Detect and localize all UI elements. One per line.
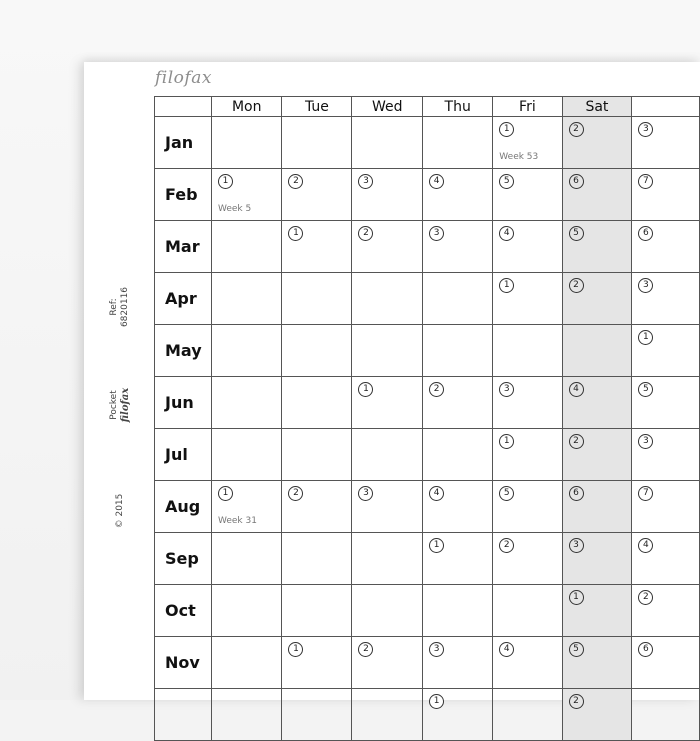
day-cell[interactable] (282, 377, 352, 429)
day-cell[interactable] (632, 117, 700, 169)
day-cell[interactable] (352, 273, 423, 325)
col-mon: Mon (211, 97, 282, 117)
grid-body (155, 117, 700, 741)
month-label: Aug (155, 481, 212, 533)
week-number: Week 5 (217, 204, 252, 214)
date-number: 3 (638, 434, 653, 449)
date-number: 2 (429, 382, 444, 397)
date-number: 4 (499, 226, 514, 241)
day-cell[interactable] (632, 637, 700, 689)
date-number: 6 (569, 174, 584, 189)
day-cell[interactable] (282, 169, 352, 221)
day-cell[interactable] (562, 637, 632, 689)
day-cell[interactable] (423, 429, 493, 481)
day-cell[interactable] (632, 689, 700, 741)
col-tue: Tue (282, 97, 352, 117)
date-number: 2 (288, 174, 303, 189)
month-label (155, 689, 212, 741)
date-number: 2 (358, 226, 373, 241)
date-number: 3 (429, 642, 444, 657)
date-number: 7 (638, 486, 653, 501)
week-number: Week 31 (217, 516, 257, 526)
day-cell[interactable] (493, 429, 562, 481)
day-cell[interactable] (211, 481, 282, 533)
date-number: 2 (358, 642, 373, 657)
day-cell[interactable] (211, 377, 282, 429)
day-cell[interactable] (423, 585, 493, 637)
day-cell[interactable] (211, 169, 282, 221)
day-cell[interactable] (423, 273, 493, 325)
day-cell[interactable] (282, 585, 352, 637)
day-cell[interactable] (352, 429, 423, 481)
day-cell[interactable] (423, 377, 493, 429)
month-label: Apr (155, 273, 212, 325)
date-number: 2 (569, 278, 584, 293)
date-number: 1 (218, 486, 233, 501)
date-number: 1 (499, 434, 514, 449)
date-number: 5 (499, 174, 514, 189)
day-cell[interactable] (493, 117, 562, 169)
day-cell[interactable] (423, 533, 493, 585)
date-number: 1 (429, 694, 444, 709)
date-number: 7 (638, 174, 653, 189)
month-label: Sep (155, 533, 212, 585)
day-cell[interactable] (562, 221, 632, 273)
day-cell[interactable] (562, 481, 632, 533)
date-number: 2 (288, 486, 303, 501)
header-row (155, 97, 700, 117)
day-cell[interactable] (211, 533, 282, 585)
date-number: 3 (429, 226, 444, 241)
day-cell[interactable] (211, 273, 282, 325)
month-row (155, 481, 700, 533)
day-cell[interactable] (493, 377, 562, 429)
date-number: 3 (569, 538, 584, 553)
reference-number (109, 267, 131, 347)
ref-label: Ref: (109, 298, 119, 316)
date-number: 1 (638, 330, 653, 345)
date-number: 2 (638, 590, 653, 605)
day-cell[interactable] (211, 585, 282, 637)
month-label: May (155, 325, 212, 377)
day-cell[interactable] (423, 689, 493, 741)
day-cell[interactable] (423, 221, 493, 273)
day-cell[interactable] (493, 221, 562, 273)
day-cell[interactable] (352, 169, 423, 221)
week-number: Week 53 (499, 152, 539, 162)
day-cell[interactable] (352, 637, 423, 689)
day-cell[interactable] (632, 429, 700, 481)
date-number: 4 (638, 538, 653, 553)
day-cell[interactable] (632, 533, 700, 585)
day-cell[interactable] (211, 221, 282, 273)
month-label: Mar (155, 221, 212, 273)
year-planner-grid (154, 96, 700, 741)
date-number: 4 (429, 486, 444, 501)
day-cell[interactable] (632, 585, 700, 637)
month-row (155, 689, 700, 741)
month-label: Jul (155, 429, 212, 481)
col-sun (632, 97, 700, 117)
month-row (155, 585, 700, 637)
day-cell[interactable] (562, 117, 632, 169)
date-number: 6 (638, 642, 653, 657)
day-cell[interactable] (423, 117, 493, 169)
side-brand (109, 365, 131, 445)
day-cell[interactable] (493, 585, 562, 637)
day-cell[interactable] (282, 325, 352, 377)
date-number: 1 (499, 278, 514, 293)
month-label: Feb (155, 169, 212, 221)
month-label: Jun (155, 377, 212, 429)
day-cell[interactable] (352, 221, 423, 273)
date-number: 1 (288, 226, 303, 241)
day-cell[interactable] (562, 169, 632, 221)
day-cell[interactable] (282, 117, 352, 169)
date-number: 5 (638, 382, 653, 397)
date-number: 1 (218, 174, 233, 189)
date-number: 5 (569, 642, 584, 657)
date-number: 6 (569, 486, 584, 501)
day-cell[interactable] (632, 377, 700, 429)
day-cell[interactable] (632, 221, 700, 273)
day-cell[interactable] (352, 325, 423, 377)
month-row (155, 169, 700, 221)
col-fri: Fri (493, 97, 562, 117)
date-number: 1 (569, 590, 584, 605)
day-cell[interactable] (562, 377, 632, 429)
day-cell[interactable] (562, 533, 632, 585)
day-cell[interactable] (493, 637, 562, 689)
side-logo: filofax (120, 387, 131, 423)
col-sat: Sat (562, 97, 632, 117)
date-number: 6 (638, 226, 653, 241)
month-row (155, 325, 700, 377)
month-label: Oct (155, 585, 212, 637)
day-cell[interactable] (211, 117, 282, 169)
day-cell[interactable] (211, 429, 282, 481)
day-cell[interactable] (493, 325, 562, 377)
month-label: Nov (155, 637, 212, 689)
day-cell[interactable] (493, 481, 562, 533)
day-cell[interactable] (423, 481, 493, 533)
month-row (155, 377, 700, 429)
size-label: Pocket (109, 390, 119, 420)
day-cell[interactable] (562, 689, 632, 741)
date-number: 1 (429, 538, 444, 553)
day-cell[interactable] (282, 637, 352, 689)
col-thu: Thu (423, 97, 493, 117)
date-number: 1 (288, 642, 303, 657)
day-cell[interactable] (282, 689, 352, 741)
month-label: Jan (155, 117, 212, 169)
col-wed: Wed (352, 97, 423, 117)
day-cell[interactable] (632, 169, 700, 221)
date-number: 2 (569, 694, 584, 709)
date-number: 3 (499, 382, 514, 397)
date-number: 3 (638, 278, 653, 293)
date-number: 5 (569, 226, 584, 241)
date-number: 3 (638, 122, 653, 137)
date-number: 2 (499, 538, 514, 553)
day-cell[interactable] (211, 689, 282, 741)
day-cell[interactable] (211, 637, 282, 689)
date-number: 4 (569, 382, 584, 397)
month-row (155, 429, 700, 481)
day-cell[interactable] (493, 169, 562, 221)
day-cell[interactable] (493, 689, 562, 741)
month-row (155, 221, 700, 273)
day-cell[interactable] (282, 273, 352, 325)
day-cell[interactable] (352, 377, 423, 429)
day-cell[interactable] (562, 273, 632, 325)
day-cell[interactable] (352, 533, 423, 585)
filofax-logo: filofax (155, 68, 212, 88)
ref-number: 6820116 (120, 286, 130, 328)
date-number: 5 (499, 486, 514, 501)
day-cell[interactable] (423, 637, 493, 689)
day-cell[interactable] (632, 481, 700, 533)
date-number: 1 (358, 382, 373, 397)
day-cell[interactable] (423, 325, 493, 377)
day-cell[interactable] (352, 689, 423, 741)
day-cell[interactable] (282, 481, 352, 533)
day-cell[interactable] (562, 585, 632, 637)
copyright: © 2015 (115, 493, 125, 529)
month-row (155, 273, 700, 325)
day-cell[interactable] (352, 481, 423, 533)
date-number: 3 (358, 486, 373, 501)
day-cell[interactable] (562, 325, 632, 377)
day-cell[interactable] (423, 169, 493, 221)
day-cell[interactable] (282, 429, 352, 481)
date-number: 2 (569, 122, 584, 137)
day-cell[interactable] (562, 429, 632, 481)
day-cell[interactable] (352, 585, 423, 637)
month-row (155, 117, 700, 169)
month-row (155, 637, 700, 689)
day-cell[interactable] (352, 117, 423, 169)
day-cell[interactable] (282, 221, 352, 273)
date-number: 2 (569, 434, 584, 449)
date-number: 3 (358, 174, 373, 189)
date-number: 1 (499, 122, 514, 137)
day-cell[interactable] (211, 325, 282, 377)
day-cell[interactable] (632, 325, 700, 377)
date-number: 4 (499, 642, 514, 657)
date-number: 4 (429, 174, 444, 189)
day-cell[interactable] (493, 533, 562, 585)
day-cell[interactable] (632, 273, 700, 325)
day-cell[interactable] (493, 273, 562, 325)
month-row (155, 533, 700, 585)
corner-cell (155, 97, 212, 117)
day-cell[interactable] (282, 533, 352, 585)
